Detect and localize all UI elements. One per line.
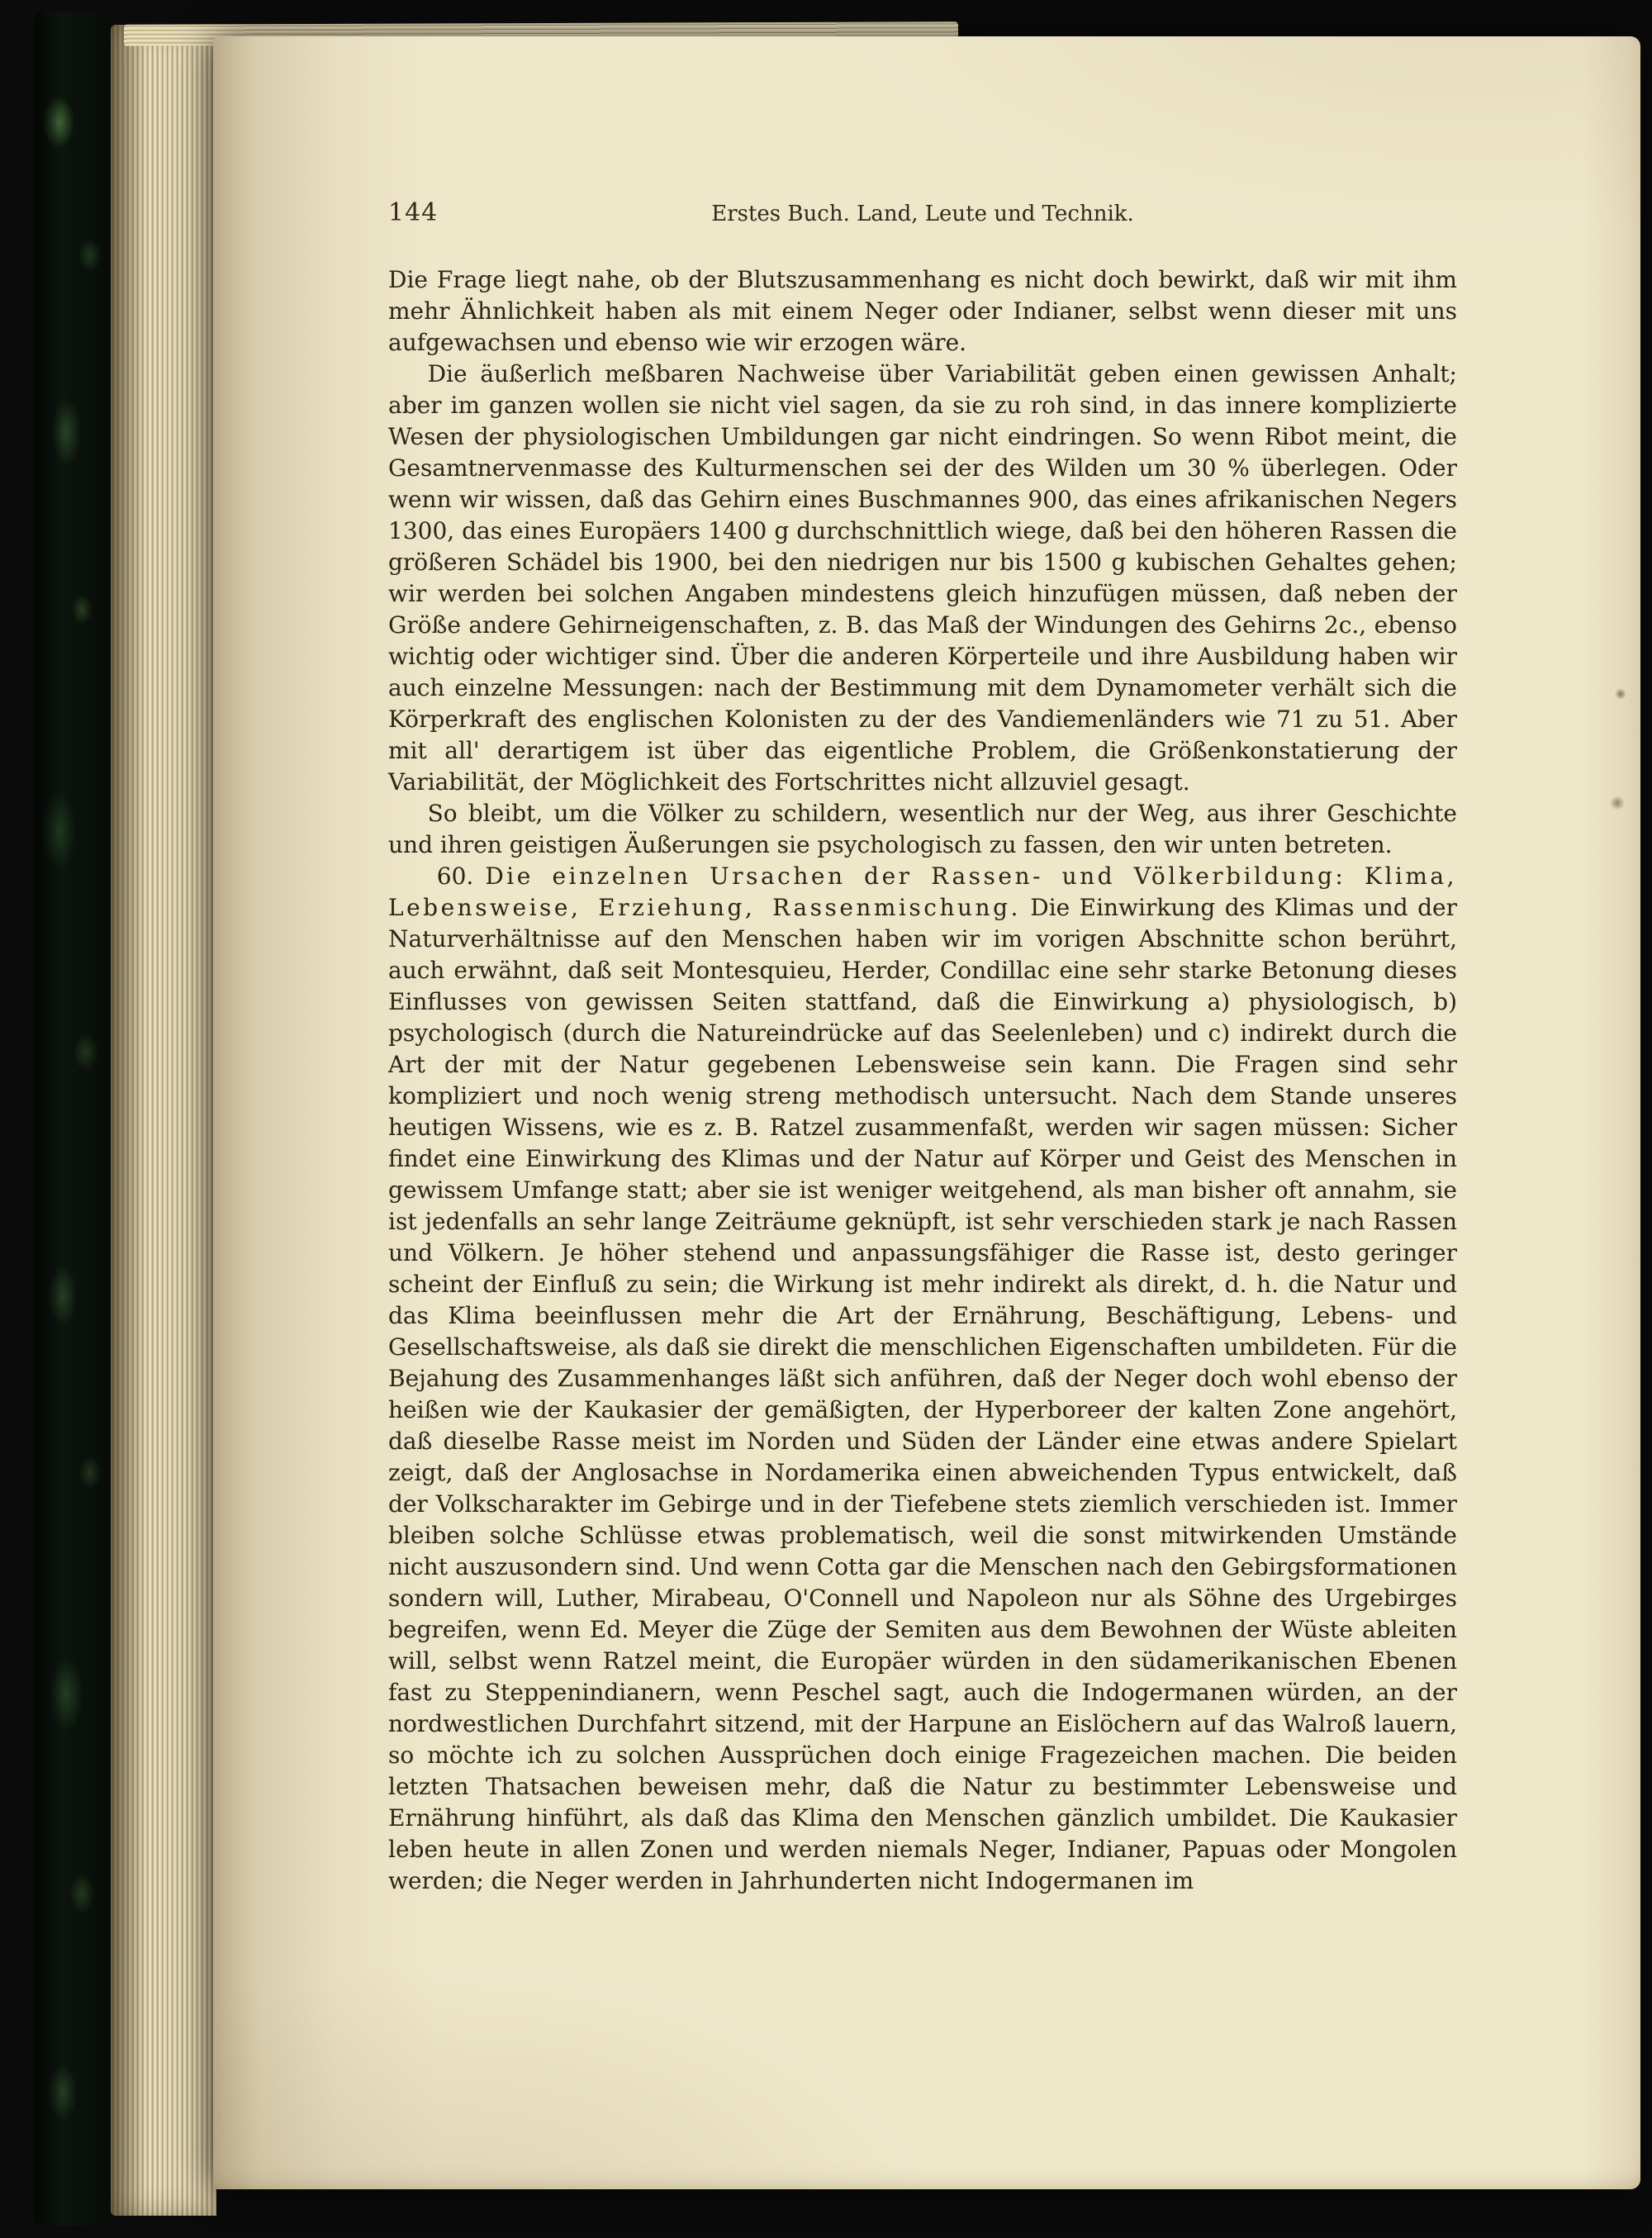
page-number: 144 bbox=[388, 198, 439, 227]
section-heading: Die einzelnen Ursachen der Rassen- und Völkerbildung: Klima, Lebensweise, Erziehung, Rassenmischung. bbox=[388, 862, 1457, 921]
running-header-title: Erstes Buch. Land, Leute und Technik. bbox=[711, 202, 1134, 226]
page-body-text bbox=[388, 264, 1457, 1897]
paragraph-3: So bleibt, um die Völker zu schildern, wesentlich nur der Weg, aus ihrer Geschichte und ihren geistigen Äußerungen sie psychologisch zu fassen, den wir unten betreten. bbox=[388, 800, 1457, 858]
book-page bbox=[213, 36, 1640, 2189]
smudge-mark bbox=[1614, 689, 1627, 699]
paragraph-1: Die Frage liegt nahe, ob der Blutszusammenhang es nicht doch bewirkt, daß wir mit ihm mehr Ähnlichkeit haben als mit einem Neger oder Indianer, selbst wenn dieser mit uns aufgewachsen und ebenso wie wir erzogen wäre. bbox=[388, 266, 1457, 356]
book-cover-marbled-edge bbox=[35, 12, 114, 2226]
section-number: 60. bbox=[436, 862, 474, 890]
page-edges-left bbox=[111, 25, 216, 2216]
paragraph-section-60 bbox=[388, 861, 1457, 1897]
paragraph-2: Die äußerlich meßbaren Nachweise über Variabilität geben einen gewissen Anhalt; aber im ganzen wollen sie nicht viel sagen, da sie zu roh sind, in das innere komplizierte Wesen der physiologischen Umbildungen gar nicht eindringen. So wenn Ribot meint, die Gesamtnervenmasse des Kulturmenschen sei der des Wilden um 30 % überlegen. Oder wenn wir wissen, daß das Gehirn eines Buschmannes 900, das eines afrikanischen Negers 1300, das eines Europäers 1400 g durchschnittlich wiege, daß bei den höheren Rassen die größeren Schädel bis 1900, bei den niedrigen nur bis 1500 g kubischen Gehaltes gehen; wir werden bei solchen Angaben mindestens gleich hinzufügen müssen, daß neben der Größe andere Gehirneigenschaften, z. B. das Maß der Windungen des Gehirns 2c., ebenso wichtig oder wichtiger sind. Über die anderen Körperteile und ihre Ausbildung haben wir auch einzelne Messungen: nach der Bestimmung mit dem Dynamometer verhält sich die Körperkraft des englischen Kolonisten zu der des Vandiemenländers wie 71 zu 51. Aber mit all' derartigem ist über das eigentliche Problem, die Größenkonstatierung der Variabilität, der Möglichkeit des Fortschrittes nicht allzuviel gesagt. bbox=[388, 360, 1457, 796]
running-head bbox=[388, 198, 1457, 227]
smudge-mark bbox=[1609, 796, 1626, 810]
section-body: Die Einwirkung des Klimas und der Naturverhältnisse auf den Menschen haben wir im vorigen Abschnitte schon berührt, auch erwähnt, daß seit Montesquieu, Herder, Condillac eine sehr starke Betonung dieses Einflusses von gewissen Seiten stattfand, daß die Einwirkung a) physiologisch, b) psychologisch (durch die Natureindrücke auf das Seelenleben) und c) indirekt durch die Art der mit der Natur gegebenen Lebensweise sein kann. Die Fragen sind sehr kompliziert und noch wenig streng methodisch untersucht. Nach dem Stande unseres heutigen Wissens, wie es z. B. Ratzel zusammenfaßt, werden wir sagen müssen: Sicher findet eine Einwirkung des Klimas und der Natur auf Körper und Geist des Menschen in gewissem Umfange statt; aber sie ist weniger weitgehend, als man bisher oft annahm, sie ist jedenfalls an sehr lange Zeiträume geknüpft, ist sehr verschieden stark je nach Rassen und Völkern. Je höher stehend und anpassungsfähiger die Rasse ist, desto geringer scheint der Einfluß zu sein; die Wirkung ist mehr indirekt als direkt, d. h. die Natur und das Klima beeinflussen mehr die Art der Ernährung, Beschäftigung, Lebens- und Gesellschaftsweise, als daß sie direkt die menschlichen Eigenschaften umbildeten. Für die Bejahung des Zusammenhanges läßt sich anführen, daß der Neger doch wohl ebenso der heißen wie der Kaukasier der gemäßigten, der Hyperboreer der kalten Zone angehört, daß dieselbe Rasse meist im Norden und Süden der Länder eine etwas andere Spielart zeigt, daß der Anglosachse in Nordamerika einen abweichenden Typus entwickelt, daß der Volkscharakter im Gebirge und in der Tiefebene stets ziemlich verschieden ist. Immer bleiben solche Schlüsse etwas problematisch, weil die sonst mitwirkenden Umstände nicht auszusondern sind. Und wenn Cotta gar die Menschen nach den Gebirgsformationen sondern will, Luther, Mirabeau, O'Connell und Napoleon nur als Söhne des Urgebirges begreifen, wenn Ed. Meyer die Züge der Semiten aus dem Bewohnen der Wüste ableiten will, selbst wenn Ratzel meint, die Europäer würden in den südamerikanischen Ebenen fast zu Steppenindianern, wenn Peschel sagt, auch die Indogermanen würden, an der nordwestlichen Durchfahrt sitzend, mit der Harpune an Eislöchern auf das Walroß lauern, so möchte ich zu solchen Aussprüchen doch einige Fragezeichen machen. Die beiden letzten Thatsachen beweisen mehr, daß die Natur zu bestimmter Lebensweise und Ernährung hinführt, als daß das Klima den Menschen gänzlich umbildet. Die Kaukasier leben heute in allen Zonen und werden niemals Neger, Indianer, Papuas oder Mongolen werden; die Neger werden in Jahrhunderten nicht Indogermanen im bbox=[388, 894, 1457, 1894]
page-content bbox=[213, 36, 1640, 1897]
